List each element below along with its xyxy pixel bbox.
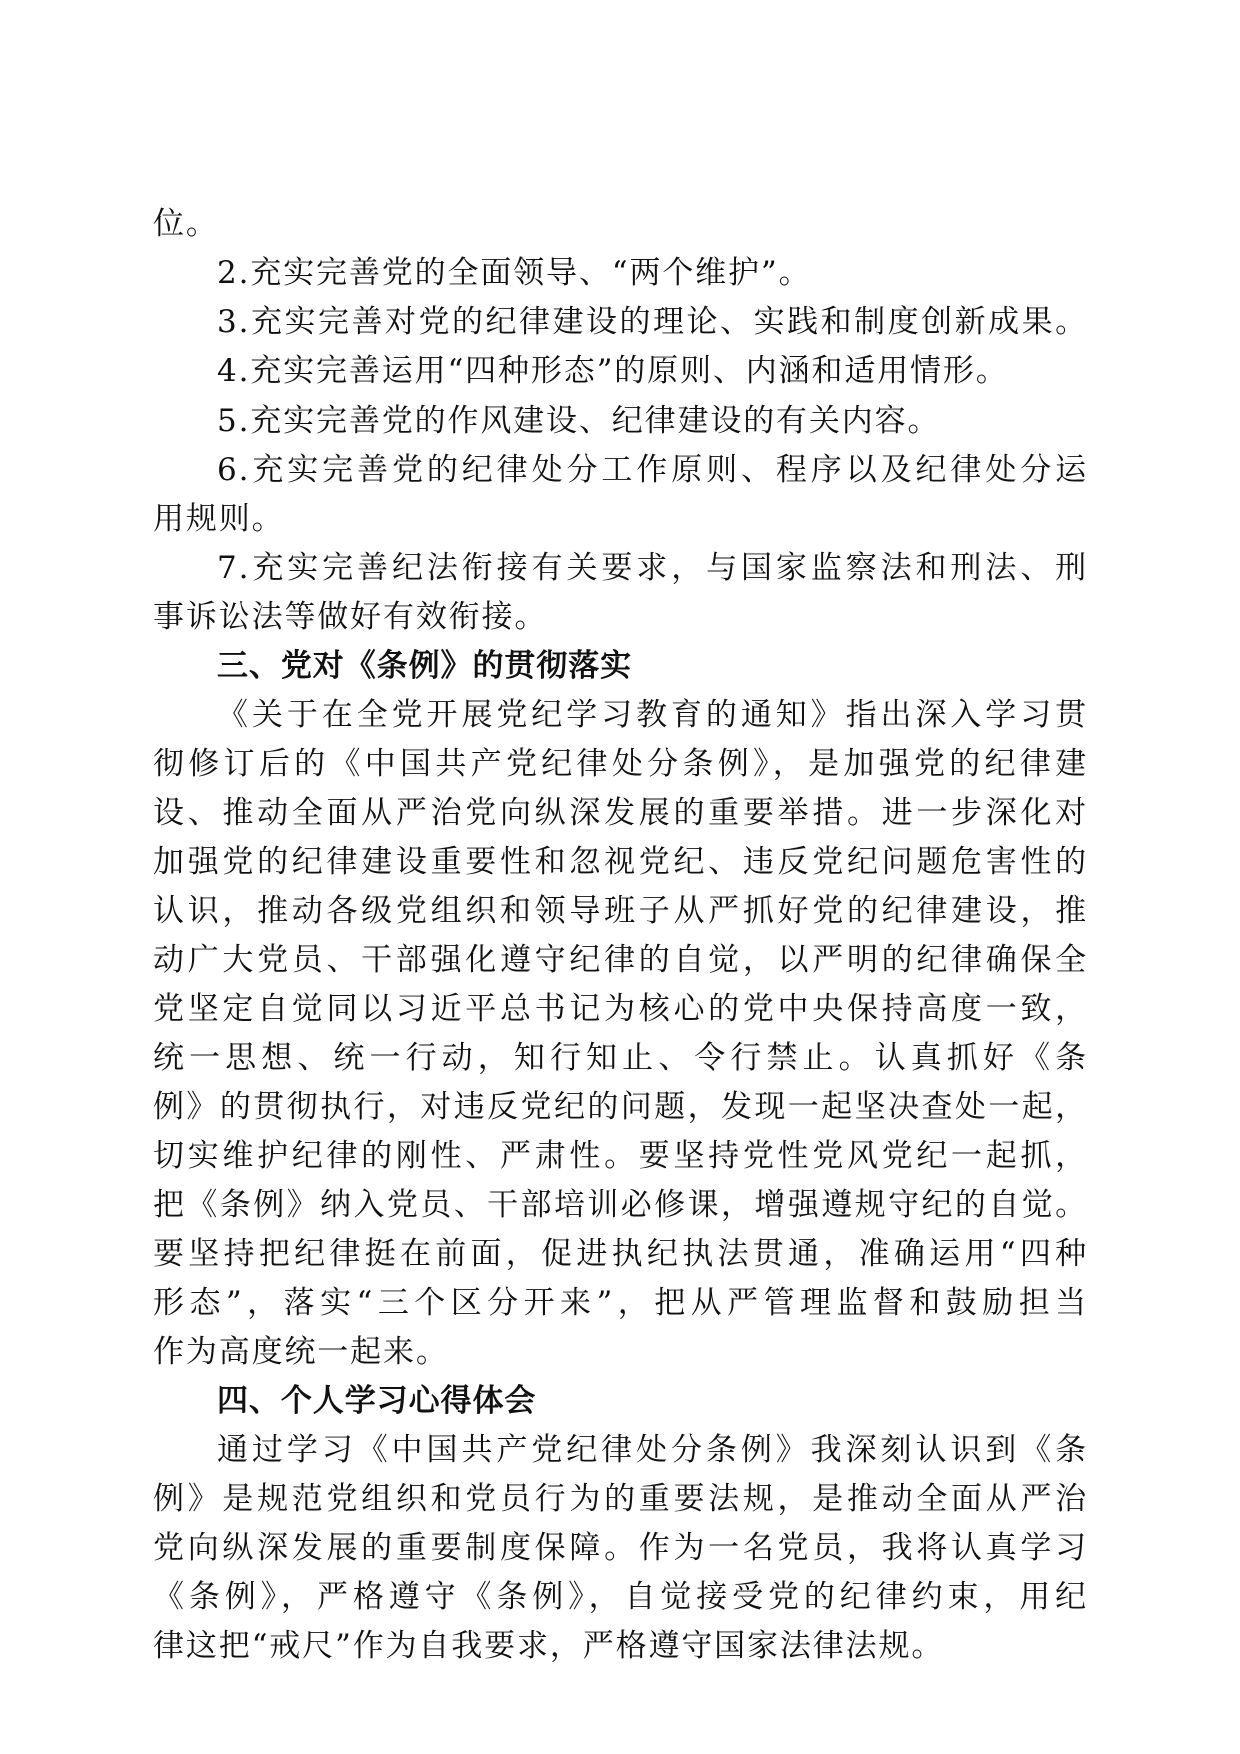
- list-item-6-continued: 用规则。: [153, 501, 285, 537]
- section-heading-4: 四、个人学习心得体会: [217, 1383, 537, 1419]
- list-item-2: 2.充实完善党的全面领导、“两个维护”。: [217, 255, 812, 291]
- list-item-5: 5.充实完善党的作风建设、纪律建设的有关内容。: [217, 403, 941, 439]
- paragraph-line: 作为高度统一起来。: [153, 1334, 449, 1370]
- list-item-3: 3.充实完善对党的纪律建设的理论、实践和制度创新成果。: [217, 304, 1088, 340]
- paragraph-line: 认识，推动各级党组织和领导班子从严抓好党的纪律建设，推: [153, 893, 1088, 929]
- paragraph-line: 设、推动全面从严治党向纵深发展的重要举措。进一步深化对: [153, 795, 1088, 831]
- list-item-4: 4.充实完善运用“四种形态”的原则、内涵和适用情形。: [217, 353, 1009, 389]
- paragraph-line: 统一思想、统一行动，知行知止、令行禁止。认真抓好《条: [153, 1040, 1088, 1076]
- paragraph-line: 把《条例》纳入党员、干部培训必修课，增强遵规守纪的自觉。: [153, 1187, 1088, 1223]
- paragraph-line: 《条例》，严格遵守《条例》，自觉接受党的纪律约束，用纪: [153, 1579, 1088, 1615]
- paragraph-line: 切实维护纪律的刚性、严肃性。要坚持党性党风党纪一起抓，: [153, 1138, 1088, 1174]
- section-heading-3: 三、党对《条例》的贯彻落实: [217, 648, 633, 684]
- paragraph-line: 加强党的纪律建设重要性和忽视党纪、违反党纪问题危害性的: [153, 844, 1088, 880]
- paragraph-line: 要坚持把纪律挺在前面，促进执纪执法贯通，准确运用“四种: [153, 1236, 1088, 1272]
- list-item-7: 7.充实完善纪法衔接有关要求，与国家监察法和刑法、刑: [217, 550, 1088, 586]
- paragraph-line: 律这把“戒尺”作为自我要求，严格遵守国家法律法规。: [153, 1628, 945, 1664]
- paragraph-line: 位。: [153, 206, 219, 242]
- paragraph-line: 通过学习《中国共产党纪律处分条例》我深刻认识到《条: [217, 1432, 1088, 1468]
- paragraph-line: 彻修订后的《中国共产党纪律处分条例》，是加强党的纪律建: [153, 746, 1088, 782]
- paragraph-line: 党向纵深发展的重要制度保障。作为一名党员，我将认真学习: [153, 1530, 1088, 1566]
- paragraph-line: 《关于在全党开展党纪学习教育的通知》指出深入学习贯: [217, 697, 1088, 733]
- paragraph-line: 例》是规范党组织和党员行为的重要法规，是推动全面从严治: [153, 1481, 1088, 1517]
- paragraph-line: 例》的贯彻执行，对违反党纪的问题，发现一起坚决查处一起，: [153, 1089, 1088, 1125]
- paragraph-line: 动广大党员、干部强化遵守纪律的自觉，以严明的纪律确保全: [153, 942, 1088, 978]
- paragraph-line: 党坚定自觉同以习近平总书记为核心的党中央保持高度一致，: [153, 991, 1088, 1027]
- paragraph-line: 形态”，落实“三个区分开来”，把从严管理监督和鼓励担当: [153, 1285, 1088, 1321]
- list-item-6: 6.充实完善党的纪律处分工作原则、程序以及纪律处分运: [217, 452, 1088, 488]
- list-item-7-continued: 事诉讼法等做好有效衔接。: [153, 599, 548, 635]
